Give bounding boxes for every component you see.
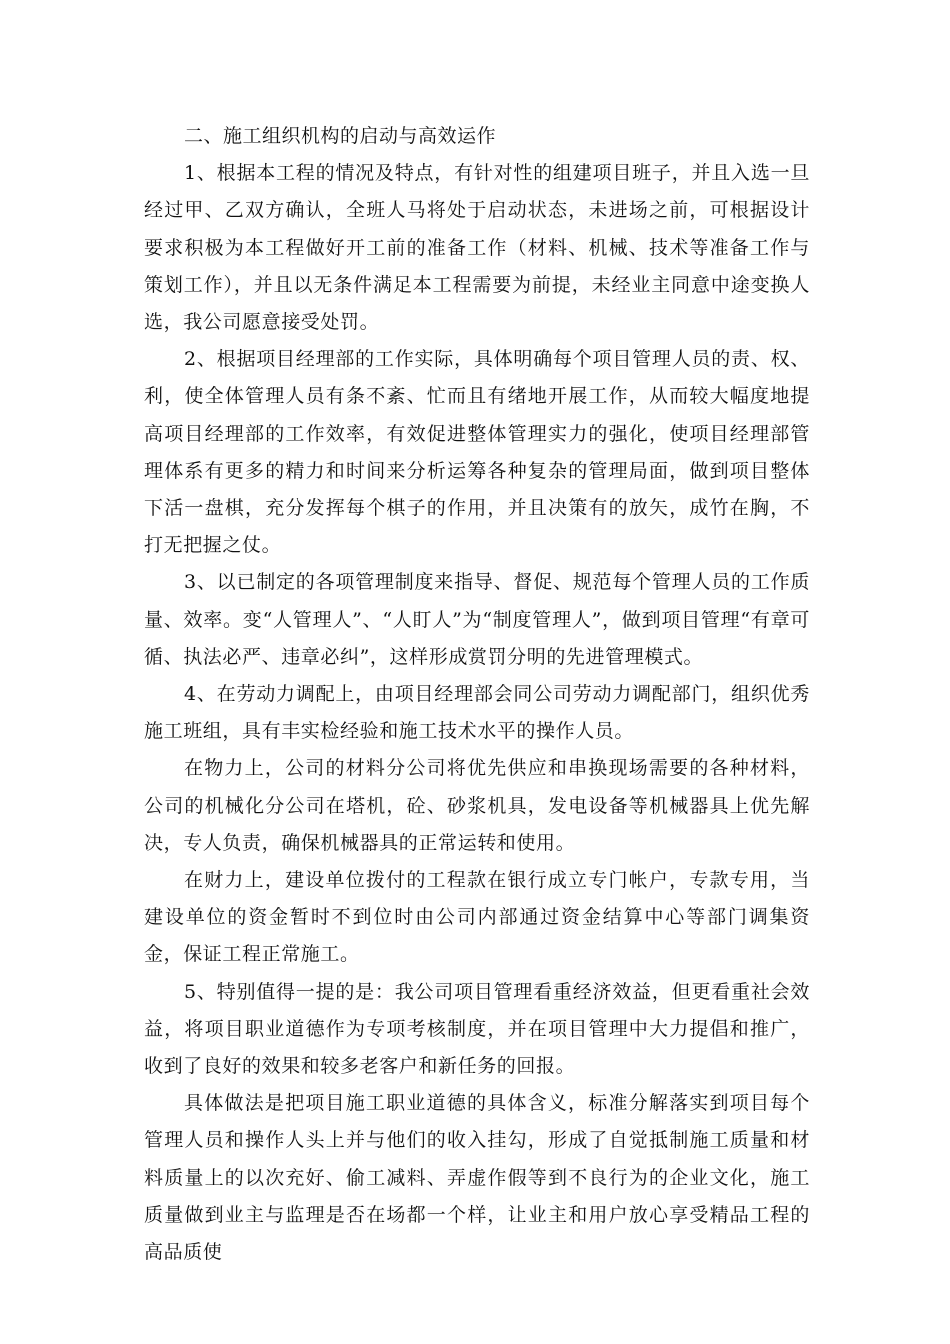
- section-heading: 二、施工组织机构的启动与高效运作: [184, 125, 497, 147]
- paragraph-4: 4、在劳动力调配上，由项目经理部会同公司劳动力调配部门，组织优秀施工班组，具有丰实检经验和施工技术水平的操作人员。: [144, 683, 810, 743]
- paragraph-2: 2、根据项目经理部的工作实际，具体明确每个项目管理人员的责、权、利，使全体管理人员有条不紊、忙而且有绪地开展工作，从而较大幅度地提高项目经理部的工作效率，有效促进整体管理实力的强化，使项目经理部管理体系有更多的精力和时间来分析运筹各种复杂的管理局面，做到项目整体下活一盘棋，充分发挥每个棋子的作用，并且决策有的放矢，成竹在胸，不打无把握之仗。: [144, 348, 810, 557]
- paragraph-method: 具体做法是把项目施工职业道德的具体含义，标准分解落实到项目每个管理人员和操作人头上并与他们的收入挂勾，形成了自觉抵制施工质量和材料质量上的以次充好、偷工减料、弄虚作假等到不良行为的企业文化，施工质量做到业主与监理是否在场都一个样，让业主和用户放心享受精品工程的高品质使: [144, 1092, 810, 1264]
- paragraph-3: 3、以已制定的各项管理制度来指导、督促、规范每个管理人员的工作质量、效率。变“人管理人”、“人盯人”为“制度管理人”，做到项目管理“有章可循、执法必严、违章必纠”，这样形成赏罚分明的先进管理模式。: [144, 571, 810, 668]
- paragraph-5: 5、特别值得一提的是：我公司项目管理看重经济效益，但更看重社会效益，将项目职业道德作为专项考核制度，并在项目管理中大力提倡和推广，收到了良好的效果和较多老客户和新任务的回报。: [144, 980, 810, 1078]
- document-body: [144, 118, 810, 1271]
- paragraph-1: 1、根据本工程的情况及特点，有针对性的组建项目班子，并且入选一旦经过甲、乙双方确认，全班人马将处于启动状态，未进场之前，可根据设计要求积极为本工程做好开工前的准备工作（材料、机械、技术等准备工作与策划工作），并且以无条件满足本工程需要为前提，未经业主同意中途变换人选，我公司愿意接受处罚。: [144, 162, 810, 334]
- paragraph-finance: 在财力上，建设单位拨付的工程款在银行成立专门帐户，专款专用，当建设单位的资金暂时不到位时由公司内部通过资金结算中心等部门调集资金，保证工程正常施工。: [144, 869, 810, 966]
- paragraph-material: 在物力上，公司的材料分公司将优先供应和串换现场需要的各种材料，公司的机械化分公司在塔机，砼、砂浆机具，发电设备等机械器具上优先解决，专人负责，确保机械器具的正常运转和使用。: [144, 757, 810, 854]
